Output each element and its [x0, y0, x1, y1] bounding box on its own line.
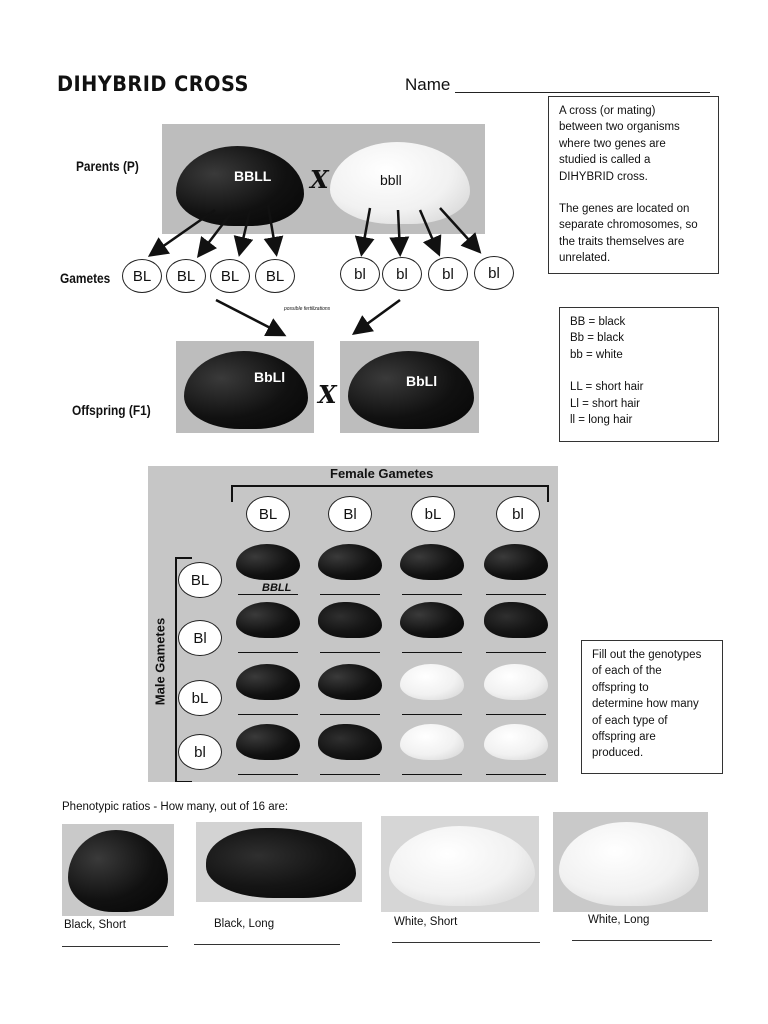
black-guinea-pig-image — [68, 830, 168, 912]
definition-line: separate chromosomes, so — [559, 219, 698, 232]
genotype-answer-line[interactable] — [320, 652, 380, 653]
key-line: BB = black — [570, 316, 626, 328]
genotype-answer-line[interactable] — [486, 652, 546, 653]
female-gamete-circle: bl — [496, 496, 540, 532]
genotype-answer-line[interactable] — [238, 714, 298, 715]
offspring-photo-right — [340, 341, 479, 433]
key-line: LL = short hair — [570, 381, 644, 394]
offspring-genotype-left: BbLl — [254, 369, 286, 385]
definition-line: A cross (or mating) — [559, 105, 656, 117]
offspring-label: Offspring (F1) — [72, 402, 151, 418]
black-guinea-pig-image — [348, 351, 474, 429]
genotype-answer-line[interactable] — [238, 652, 298, 653]
male-gamete-circle: bL — [178, 680, 222, 716]
parents-label: Parents (P) — [76, 158, 139, 174]
white-guinea-pig-image — [389, 826, 535, 906]
instructions-box — [581, 640, 723, 774]
punnett-square — [148, 466, 558, 782]
black-long-guinea-pig-image — [206, 828, 356, 898]
instruction-line: offspring are — [592, 731, 656, 744]
definition-line: unrelated. — [559, 252, 611, 265]
phenotype-photo — [62, 824, 174, 916]
phenotype-answer-line[interactable] — [62, 946, 168, 947]
male-gamete-circle: BL — [178, 562, 222, 598]
definition-line: where two genes are — [559, 137, 666, 150]
cross-symbol: X — [310, 165, 329, 194]
offspring-cross-symbol: X — [318, 380, 337, 409]
example-answer: BBLL — [262, 582, 292, 594]
instruction-line: of each type of — [592, 714, 668, 727]
definition-line: DIHYBRID cross. — [559, 170, 648, 183]
key-line: bb = white — [570, 348, 623, 361]
parent-genotype-left: BBLL — [234, 168, 272, 184]
gamete-circle-left: BL — [255, 259, 295, 293]
phenotype-label: White, Short — [394, 916, 458, 928]
genotype-answer-line[interactable] — [402, 714, 462, 715]
gamete-circle-left: BL — [166, 259, 206, 293]
female-gamete-circle: bL — [411, 496, 455, 532]
gamete-circle-right: bl — [474, 256, 514, 290]
instruction-line: determine how many — [592, 698, 699, 711]
name-label: Name — [405, 75, 451, 94]
genotype-answer-line[interactable] — [486, 774, 546, 775]
genotype-answer-line[interactable] — [486, 594, 546, 595]
male-gamete-circle: Bl — [178, 620, 222, 656]
gamete-circle-right: bl — [340, 257, 380, 291]
phenotype-label: Black, Long — [214, 918, 275, 930]
instruction-line: offspring to — [592, 681, 649, 694]
definition-line: The genes are located on — [559, 203, 690, 216]
female-gamete-circle: Bl — [328, 496, 372, 532]
phenotype-photo — [381, 816, 539, 912]
key-line: Bb = black — [570, 332, 625, 345]
genotype-answer-line[interactable] — [238, 774, 298, 775]
phenotype-answer-line[interactable] — [194, 944, 340, 945]
gamete-circle-left: BL — [122, 259, 162, 293]
black-guinea-pig-image — [184, 351, 308, 429]
instruction-line: Fill out the genotypes — [592, 649, 702, 661]
possible-fertilizations-label: possible fertilizations — [284, 306, 331, 312]
definition-line: studied is called a — [559, 154, 651, 167]
instruction-line: produced. — [592, 747, 644, 760]
phenotype-answer-line[interactable] — [392, 942, 540, 943]
male-gametes-label: Male Gametes — [152, 617, 168, 706]
page-title: DIHYBRID CROSS — [57, 72, 249, 96]
female-gamete-circle: BL — [246, 496, 290, 532]
gametes-label: Gametes — [60, 270, 111, 286]
genotype-answer-line[interactable] — [486, 714, 546, 715]
phenotype-label: Black, Short — [64, 919, 126, 931]
instruction-line: of each of the — [592, 665, 662, 678]
female-gametes-label: Female Gametes — [330, 466, 434, 481]
key-line: ll = long hair — [570, 414, 633, 427]
gamete-circle-right: bl — [382, 257, 422, 291]
phenotype-label: White, Long — [588, 914, 650, 926]
offspring-genotype-right: BbLl — [406, 373, 438, 389]
genotype-answer-line[interactable] — [402, 594, 462, 595]
genotype-answer-line[interactable] — [402, 774, 462, 775]
gamete-circle-right: bl — [428, 257, 468, 291]
gamete-circle-left: BL — [210, 259, 250, 293]
phenotype-answer-line[interactable] — [572, 940, 712, 941]
white-long-guinea-pig-image — [559, 822, 699, 906]
genotype-answer-line[interactable] — [320, 774, 380, 775]
genotype-answer-line[interactable] — [238, 594, 298, 595]
parent-genotype-right: bbll — [380, 172, 402, 188]
offspring-photo-left — [176, 341, 314, 433]
phenotype-heading: Phenotypic ratios - How many, out of 16 are: — [62, 801, 289, 813]
genotype-answer-line[interactable] — [320, 594, 380, 595]
definition-line: between two organisms — [559, 121, 680, 134]
male-gamete-circle: bl — [178, 734, 222, 770]
key-line: Ll = short hair — [570, 397, 640, 410]
genotype-answer-line[interactable] — [402, 652, 462, 653]
phenotype-photo — [553, 812, 708, 912]
genotype-answer-line[interactable] — [320, 714, 380, 715]
definition-line: the traits themselves are — [559, 235, 685, 248]
phenotype-photo — [196, 822, 362, 902]
